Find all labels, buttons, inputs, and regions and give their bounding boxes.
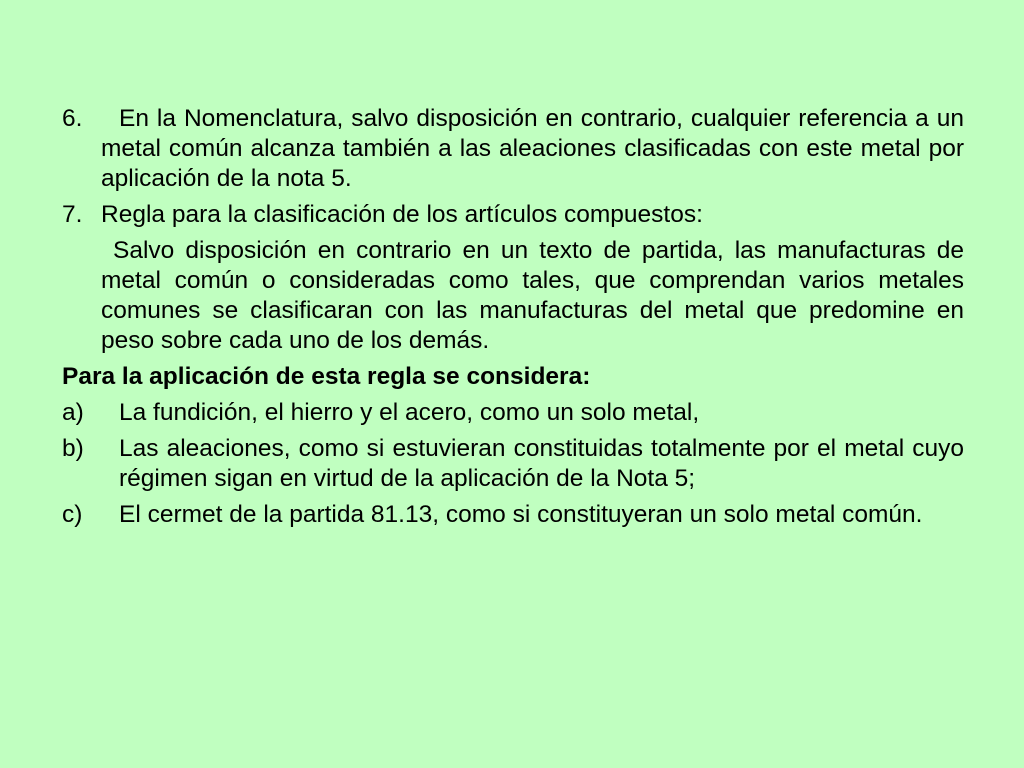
slide-body [62, 104, 964, 536]
list-item-b [62, 434, 964, 494]
list-marker: b) [62, 435, 84, 462]
numbered-item-7 [62, 200, 964, 230]
item-text: Regla para la clasificación de los artículos compuestos: [101, 201, 703, 228]
item-number: 7. [62, 201, 83, 228]
list-marker: c) [62, 501, 83, 528]
numbered-item-6 [62, 104, 964, 194]
list-text: Las aleaciones, como si estuvieran constituidas totalmente por el metal cuyo régimen sigan en virtud de la aplicación de la Nota 5; [119, 435, 964, 492]
item-number: 6. [62, 105, 83, 132]
list-marker: a) [62, 399, 84, 426]
list-item-a [62, 398, 964, 428]
list-text: El cermet de la partida 81.13, como si constituyeran un solo metal común. [119, 501, 923, 528]
section-heading: Para la aplicación de esta regla se considera: [62, 363, 591, 390]
list-item-c [62, 500, 964, 530]
rule-paragraph: Salvo disposición en contrario en un texto de partida, las manufacturas de metal común o consideradas como tales, que comprendan varios metales comunes se clasificaran con las manufacturas del metal que predomine en peso sobre cada uno de los demás. [101, 237, 964, 354]
item-text: En la Nomenclatura, salvo disposición en contrario, cualquier referencia a un metal común alcanza también a las aleaciones clasificadas con este metal por aplicación de la nota 5. [101, 105, 964, 192]
list-text: La fundición, el hierro y el acero, como un solo metal, [119, 399, 700, 426]
